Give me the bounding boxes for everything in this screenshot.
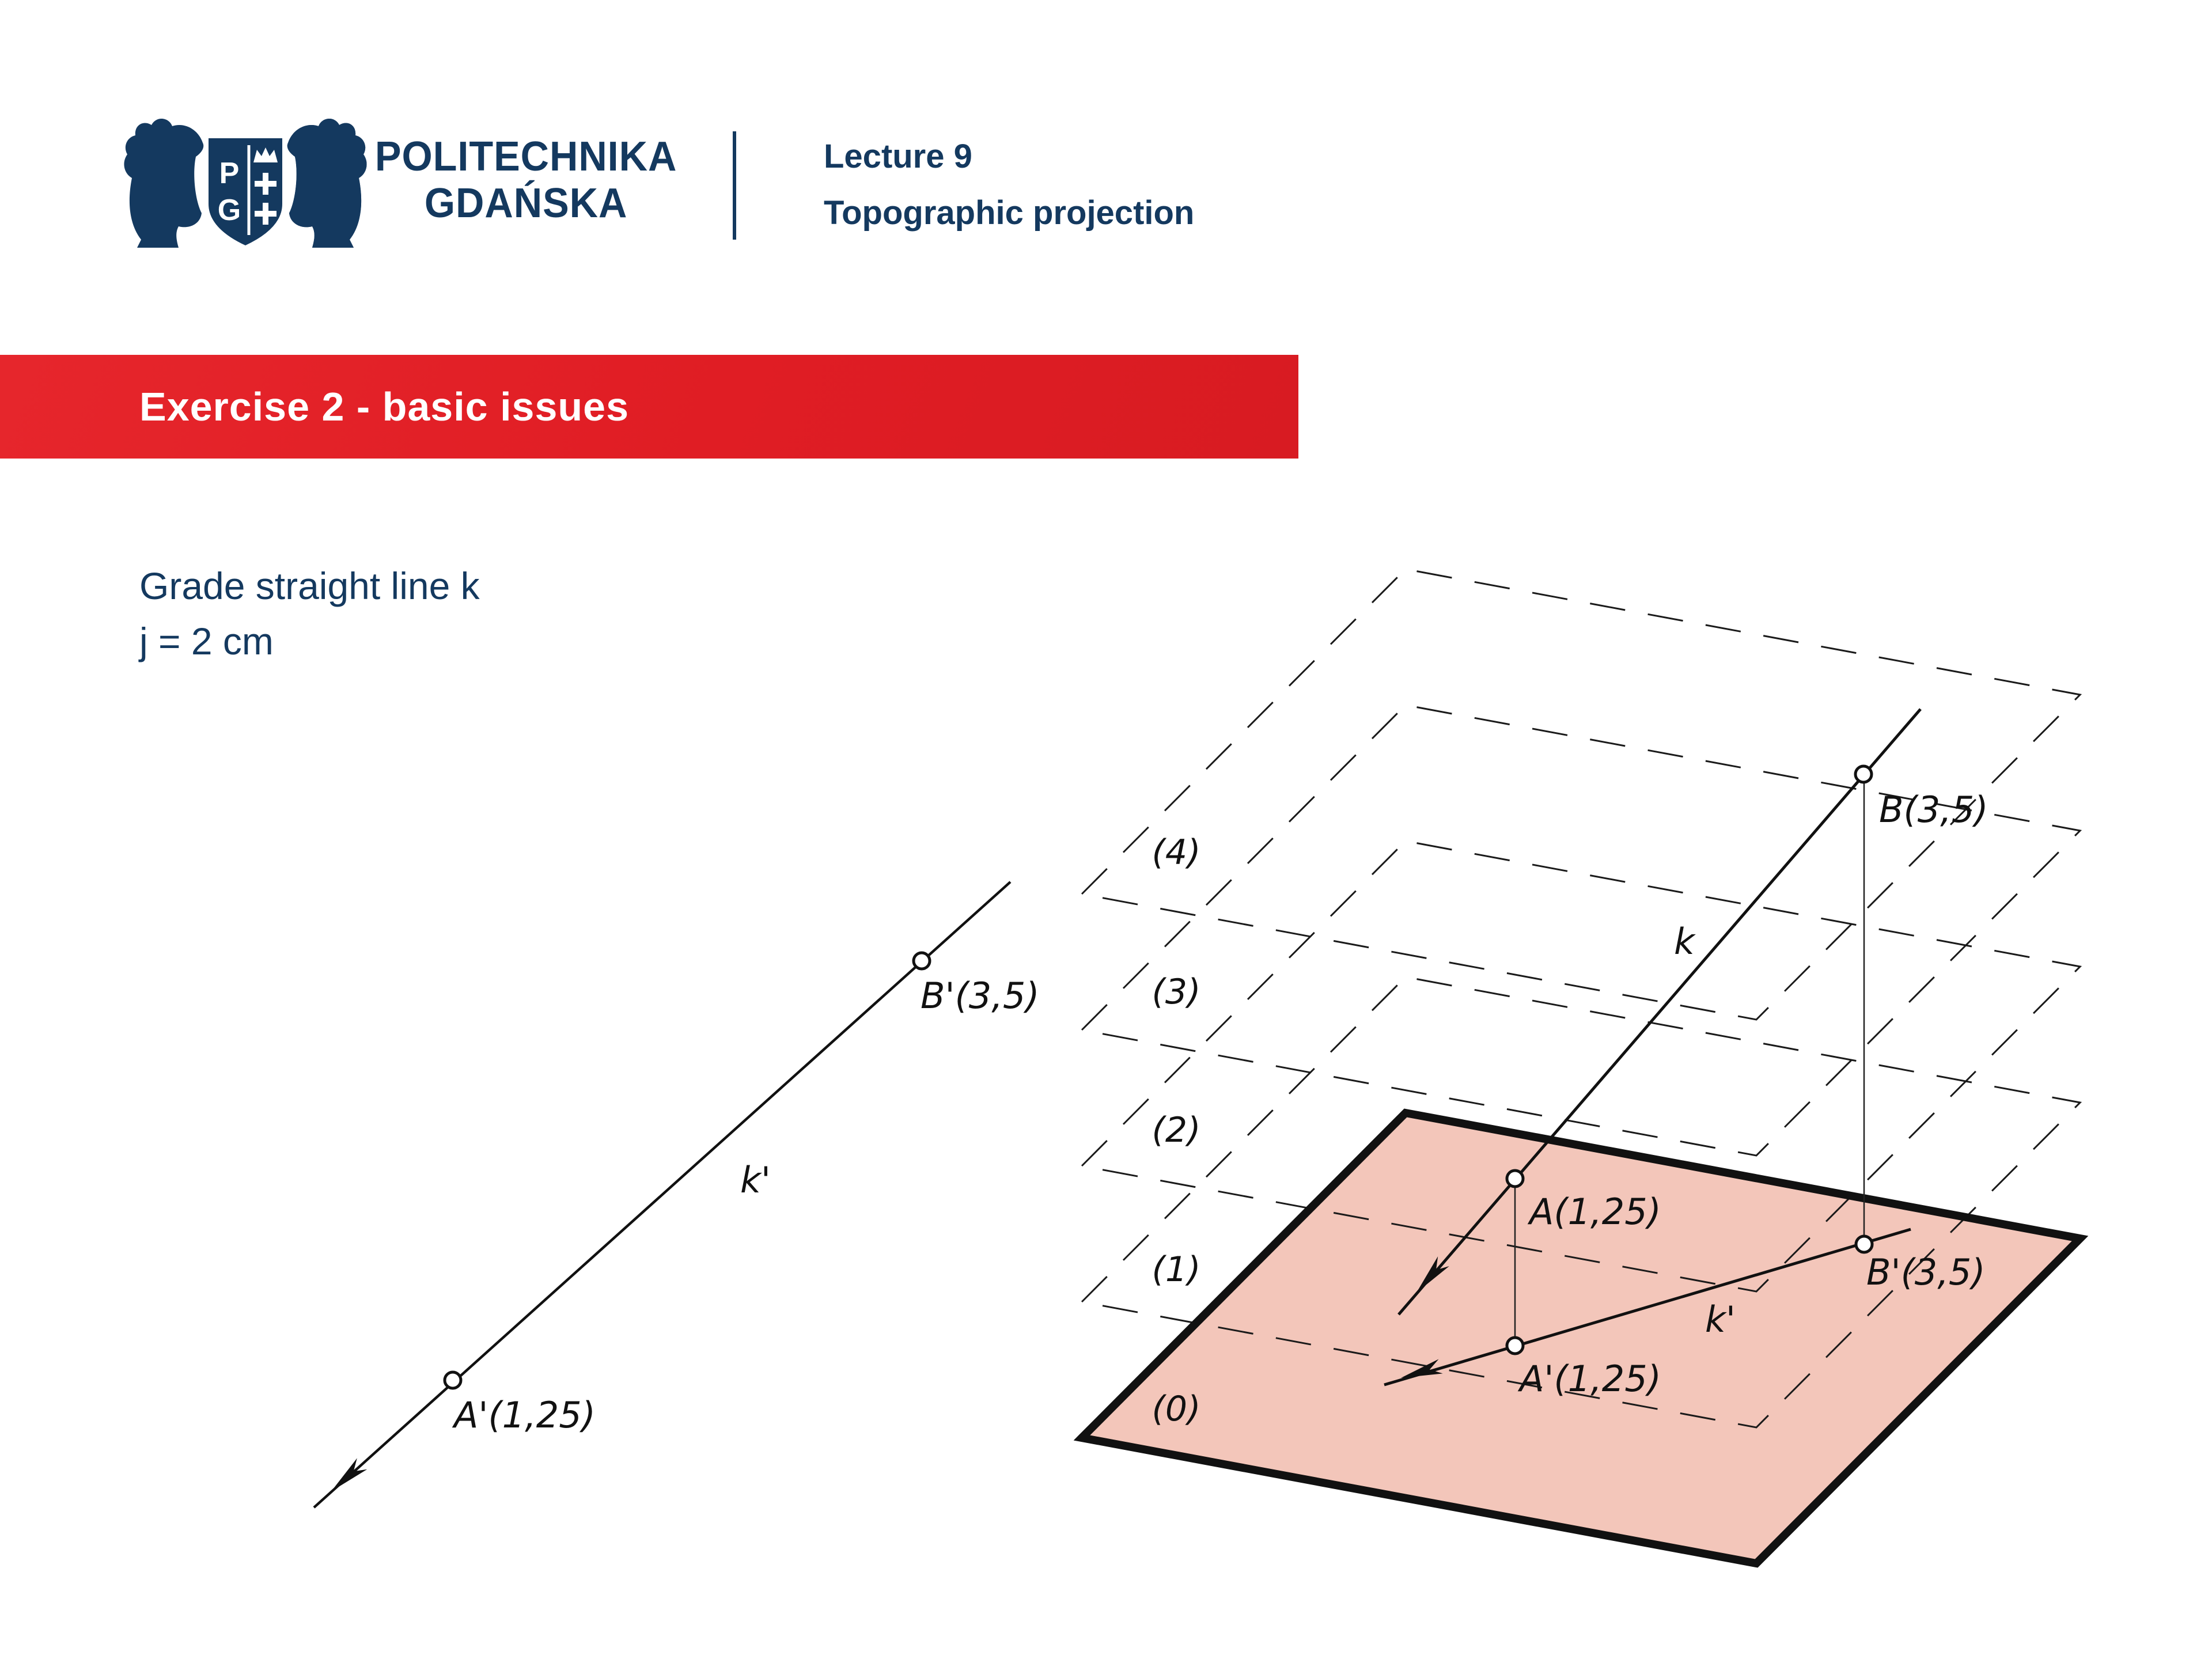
label-point-a: A(1,25)	[1529, 1191, 1661, 1233]
label-line-k: k	[1674, 921, 1695, 963]
section-banner	[0, 355, 1298, 459]
point-a-proj-2d	[445, 1372, 461, 1388]
label-line-k-prime: k'	[1705, 1298, 1736, 1340]
base-plane-fill	[1082, 1113, 2080, 1563]
plane-label-0: (0)	[1152, 1389, 1201, 1429]
label-2d-line-k-prime: k'	[740, 1159, 771, 1201]
task-line2: j = 2 cm	[139, 619, 274, 662]
plane-label-3: (3)	[1152, 972, 1201, 1012]
diagram-2d	[314, 882, 1040, 1508]
label-2d-point-a: A'(1,25)	[454, 1394, 596, 1436]
label-2d-point-b: B'(3,5)	[921, 975, 1040, 1017]
university-name-line1: POLITECHNIKA	[374, 134, 677, 180]
point-a	[1507, 1171, 1523, 1187]
diagram-3d	[1082, 569, 2080, 1563]
projection-line-k-prime	[314, 882, 1010, 1508]
label-point-b: B(3,5)	[1879, 789, 1988, 831]
point-b-proj	[1856, 1236, 1872, 1252]
lecture-topic: Topographic projection	[824, 194, 1195, 232]
header-divider	[733, 131, 736, 240]
task-line1: Grade straight line k	[139, 565, 480, 607]
label-point-b-proj: B'(3,5)	[1866, 1251, 1986, 1293]
task-text	[139, 559, 480, 669]
label-point-a-proj: A'(1,25)	[1520, 1358, 1661, 1400]
university-name	[369, 134, 683, 228]
lion-left-icon	[124, 119, 203, 248]
pg-emblem	[124, 119, 366, 248]
shield-letter-p: P	[219, 157, 240, 190]
contour-plane-3-outline	[1082, 705, 2080, 1156]
lecture-number: Lecture 9	[824, 138, 972, 175]
point-b-proj-2d	[914, 953, 930, 969]
plane-label-1: (1)	[1152, 1249, 1201, 1290]
section-title: Exercise 2 - basic issues	[139, 384, 629, 429]
point-a-proj	[1507, 1338, 1523, 1354]
plane-label-2: (2)	[1152, 1110, 1201, 1150]
plane-label-4: (4)	[1152, 832, 1201, 873]
shield-letter-g: G	[217, 194, 241, 227]
point-b	[1855, 766, 1872, 782]
university-name-line2: GDAŃSKA	[424, 180, 628, 227]
